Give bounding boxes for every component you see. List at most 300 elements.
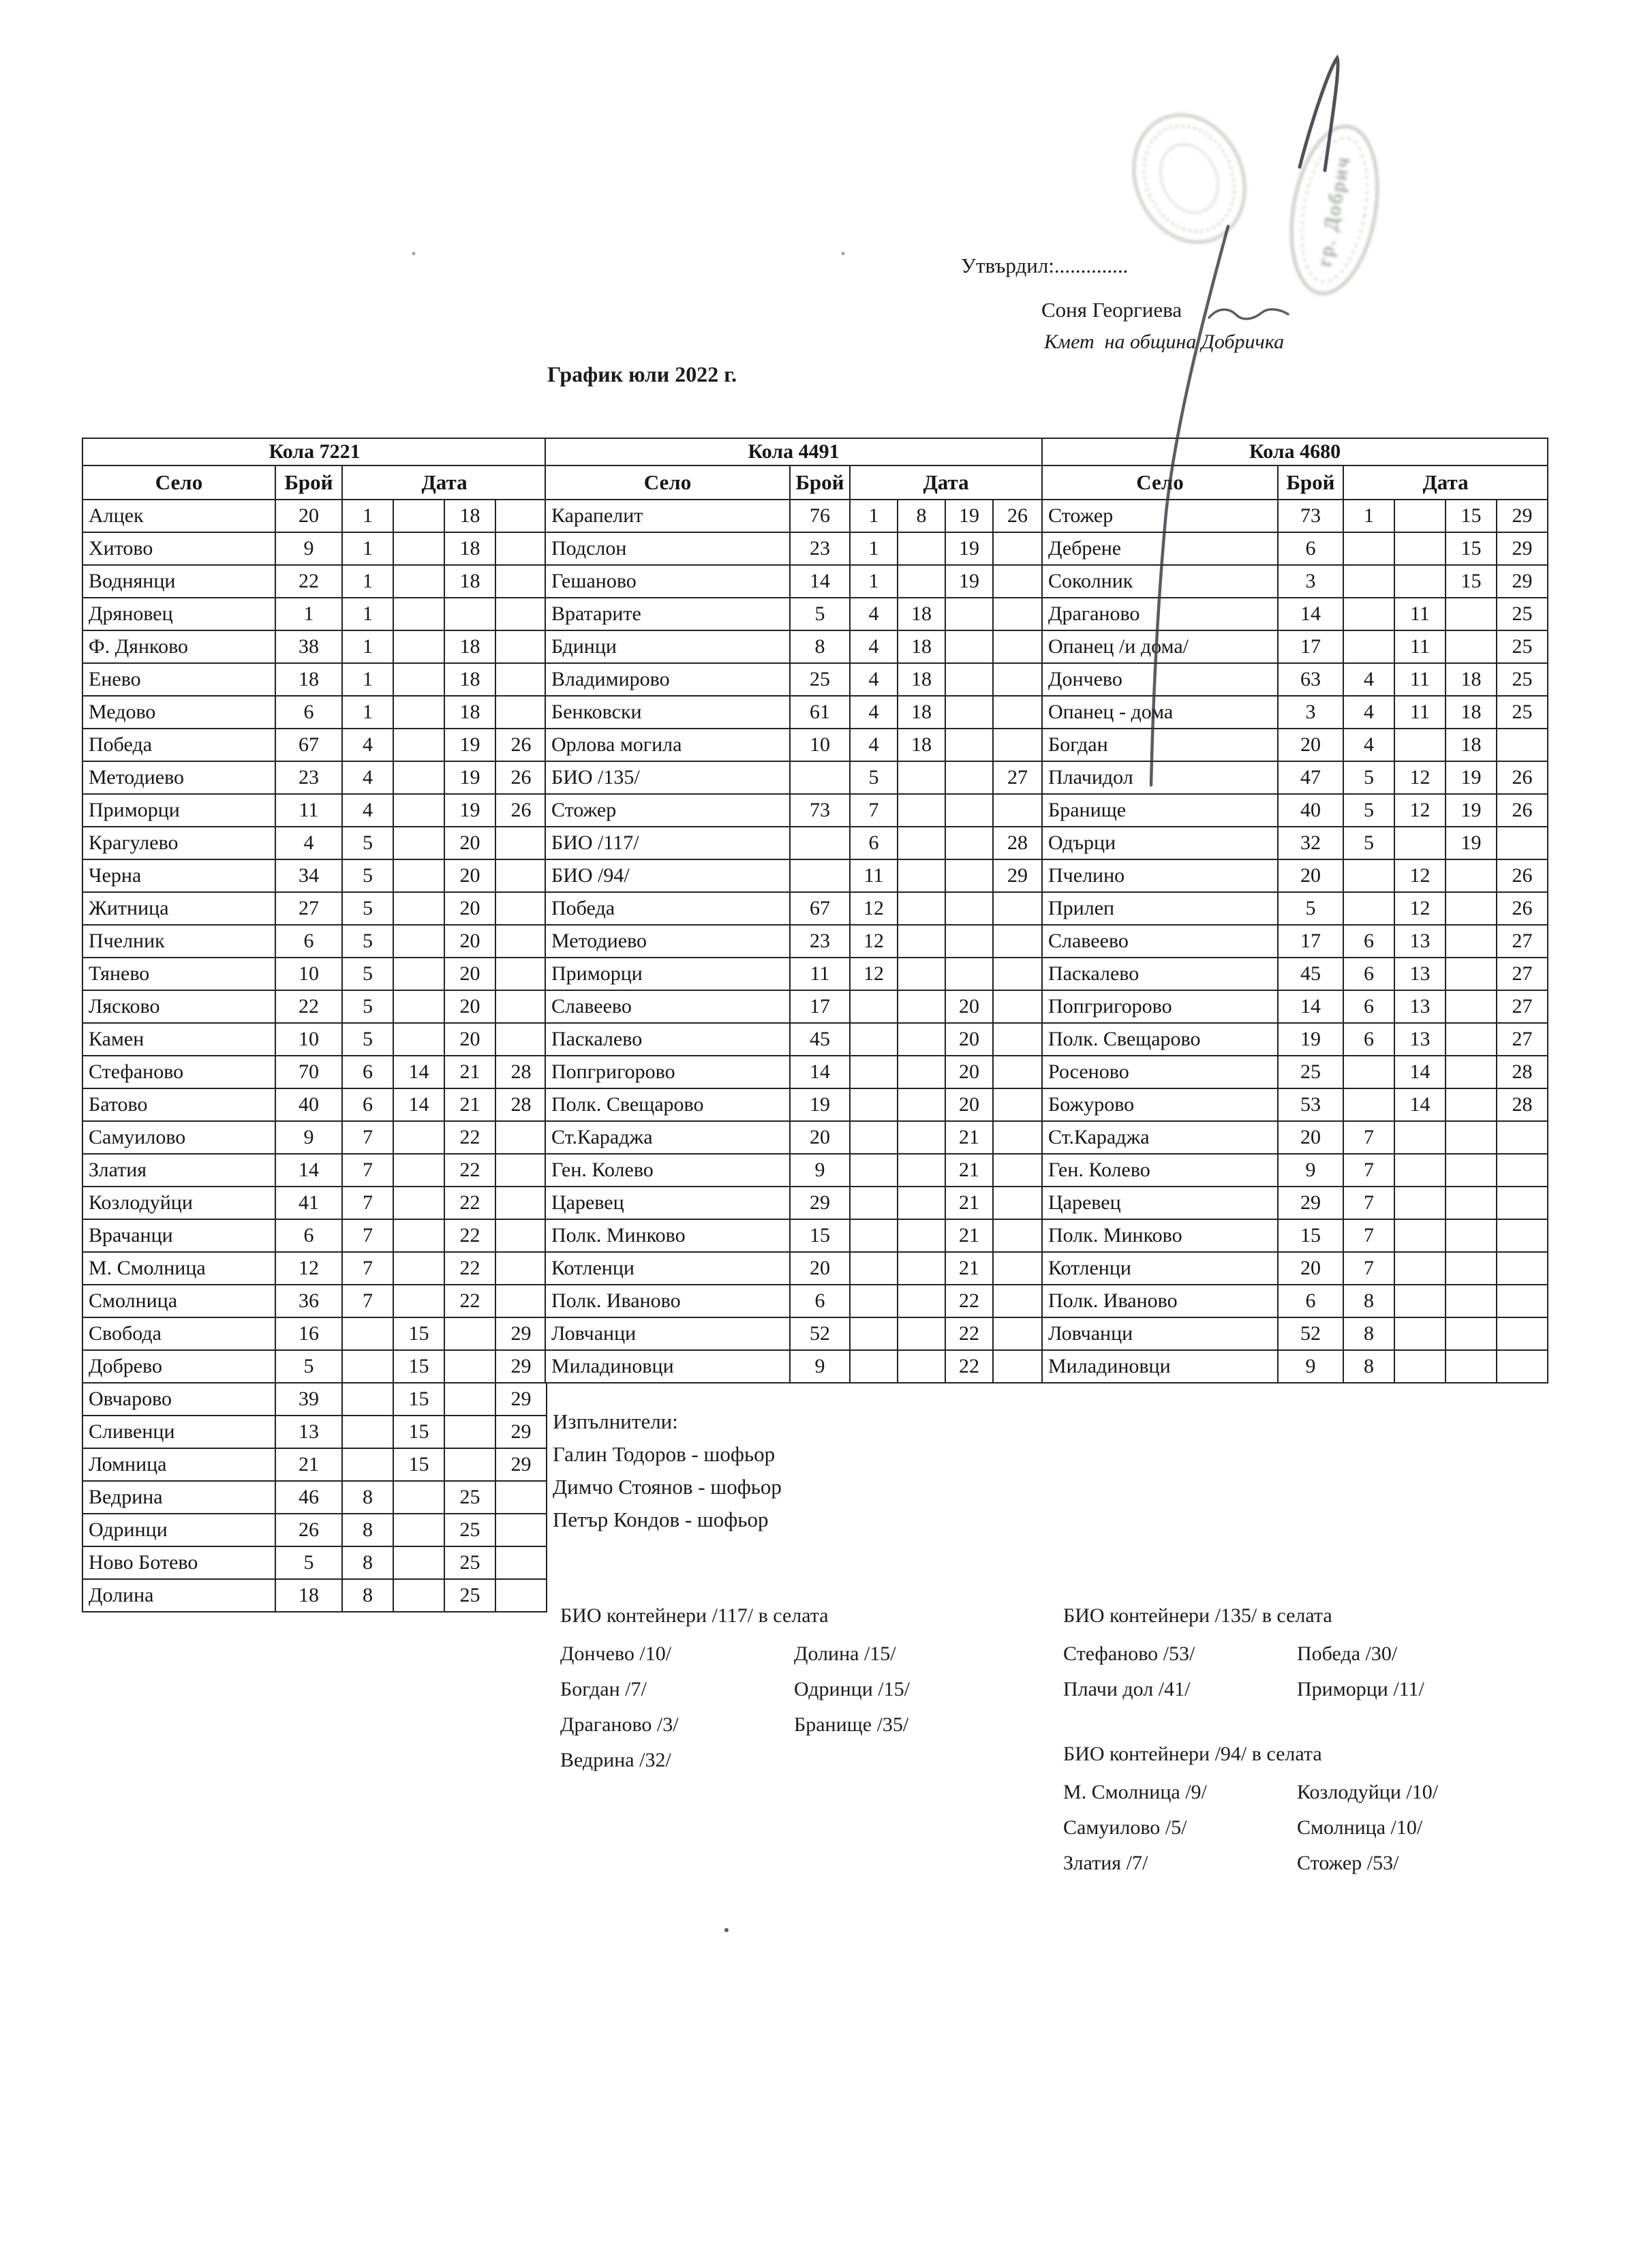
date-cell — [898, 1219, 945, 1252]
date-cell — [393, 1252, 444, 1285]
count-cell: 15 — [1278, 1219, 1343, 1252]
bio-note-title: БИО контейнери /135/ в селата — [1063, 1604, 1332, 1627]
date-cell: 22 — [444, 1219, 495, 1252]
date-cell: 4 — [1343, 663, 1394, 696]
table-row — [82, 1252, 547, 1285]
date-cell: 5 — [342, 827, 393, 859]
date-cell: 27 — [993, 761, 1042, 794]
table-row — [82, 1056, 547, 1088]
date-cell — [495, 565, 547, 598]
date-cell: 7 — [1343, 1154, 1394, 1187]
date-cell: 22 — [444, 1285, 495, 1317]
table-row — [545, 892, 1042, 925]
date-cell: 20 — [444, 827, 495, 859]
bio-note-item: Самуилово /5/ — [1063, 1816, 1187, 1839]
executors-list — [553, 1438, 782, 1536]
date-cell: 7 — [342, 1121, 393, 1154]
date-cell: 26 — [1497, 794, 1548, 827]
date-cell — [850, 1154, 898, 1187]
schedule-table-7221 — [82, 438, 547, 1612]
executors-title: Изпълнители: — [553, 1409, 678, 1433]
village-cell: Ф. Дянково — [82, 630, 275, 663]
date-cell: 18 — [444, 500, 495, 532]
date-cell: 28 — [1497, 1088, 1548, 1121]
date-cell — [1497, 729, 1548, 761]
bio-note-item: Богдан /7/ — [560, 1678, 647, 1700]
date-cell — [1343, 892, 1394, 925]
date-cell — [393, 630, 444, 663]
date-cell: 7 — [342, 1252, 393, 1285]
village-cell: Дебрене — [1042, 532, 1278, 565]
date-cell — [1497, 1154, 1548, 1187]
date-cell — [495, 892, 547, 925]
count-cell: 19 — [790, 1088, 850, 1121]
date-cell: 8 — [1343, 1317, 1394, 1350]
date-cell: 6 — [342, 1088, 393, 1121]
table-row — [82, 1088, 547, 1121]
date-cell — [850, 1350, 898, 1383]
table-row — [82, 630, 547, 663]
date-cell: 4 — [850, 598, 898, 630]
date-cell — [993, 565, 1042, 598]
date-cell — [1394, 1285, 1446, 1317]
table-row — [82, 827, 547, 859]
date-cell — [945, 827, 993, 859]
village-cell: Полк. Иваново — [1042, 1285, 1278, 1317]
date-cell — [1446, 1154, 1497, 1187]
count-cell: 6 — [275, 1219, 342, 1252]
date-cell — [945, 696, 993, 729]
date-cell: 18 — [1446, 729, 1497, 761]
date-cell: 19 — [1446, 761, 1497, 794]
date-cell: 27 — [1497, 1023, 1548, 1056]
stamp-left-icon — [1114, 97, 1265, 260]
table-row — [545, 1350, 1042, 1383]
car-label: Кола 4491 — [545, 438, 1042, 465]
date-cell — [898, 1187, 945, 1219]
date-cell: 6 — [1343, 1023, 1394, 1056]
bio-note-item: Одринци /15/ — [794, 1678, 910, 1700]
date-cell — [850, 1121, 898, 1154]
date-cell — [898, 1350, 945, 1383]
executor-item: Галин Тодоров - шофьор — [553, 1442, 776, 1466]
table-row — [82, 859, 547, 892]
count-cell: 32 — [1278, 827, 1343, 859]
village-cell: Сливенци — [82, 1416, 275, 1448]
date-cell — [945, 729, 993, 761]
date-cell — [1446, 630, 1497, 663]
date-cell: 19 — [945, 565, 993, 598]
date-cell: 1 — [850, 500, 898, 532]
table-row — [545, 925, 1042, 958]
table-row — [1042, 1350, 1548, 1383]
count-cell: 11 — [790, 958, 850, 990]
table-row — [545, 1088, 1042, 1121]
bio-note-item: М. Смолница /9/ — [1063, 1781, 1207, 1803]
date-cell — [1446, 958, 1497, 990]
village-cell: БИО /94/ — [545, 859, 790, 892]
column-header-row — [545, 465, 1042, 500]
car-header-row — [82, 438, 547, 465]
village-cell: Самуилово — [82, 1121, 275, 1154]
date-cell: 4 — [850, 696, 898, 729]
date-cell: 19 — [444, 761, 495, 794]
col-header-count: Брой — [790, 465, 850, 500]
bio-note-item: Златия /7/ — [1063, 1852, 1148, 1874]
bio-note-row — [1063, 1846, 1531, 1881]
count-cell: 67 — [275, 729, 342, 761]
date-cell: 27 — [1497, 925, 1548, 958]
table-row — [1042, 663, 1548, 696]
date-cell — [1343, 859, 1394, 892]
village-cell: Котленци — [545, 1252, 790, 1285]
village-cell: Одърци — [1042, 827, 1278, 859]
date-cell — [945, 630, 993, 663]
bio-note-row — [1063, 1810, 1531, 1846]
village-cell: Ген. Колево — [545, 1154, 790, 1187]
date-cell: 7 — [1343, 1219, 1394, 1252]
village-cell: Методиево — [82, 761, 275, 794]
village-cell: Царевец — [1042, 1187, 1278, 1219]
date-cell — [898, 794, 945, 827]
date-cell — [1497, 1187, 1548, 1219]
table-row — [1042, 925, 1548, 958]
date-cell — [1497, 1121, 1548, 1154]
table-row — [545, 663, 1042, 696]
date-cell — [1497, 1350, 1548, 1383]
table-row — [1042, 598, 1548, 630]
date-cell — [945, 958, 993, 990]
date-cell: 6 — [1343, 958, 1394, 990]
count-cell: 3 — [1278, 696, 1343, 729]
date-cell: 11 — [1394, 696, 1446, 729]
date-cell: 29 — [495, 1317, 547, 1350]
count-cell: 20 — [790, 1121, 850, 1154]
date-cell: 21 — [945, 1187, 993, 1219]
count-cell: 29 — [1278, 1187, 1343, 1219]
table-row — [1042, 565, 1548, 598]
scan-speck — [842, 252, 845, 256]
date-cell: 15 — [1446, 565, 1497, 598]
village-cell: Попгригорово — [545, 1056, 790, 1088]
date-cell: 26 — [495, 761, 547, 794]
table-row — [545, 729, 1042, 761]
bio-note-row — [560, 1707, 1028, 1743]
count-cell: 9 — [1278, 1154, 1343, 1187]
date-cell — [1446, 1317, 1497, 1350]
count-cell: 76 — [790, 500, 850, 532]
bio-note-item: Смолница /10/ — [1297, 1816, 1423, 1839]
date-cell — [1343, 630, 1394, 663]
count-cell: 18 — [275, 663, 342, 696]
date-cell — [1343, 1056, 1394, 1088]
count-cell: 23 — [275, 761, 342, 794]
village-cell: Вратарите — [545, 598, 790, 630]
table-row — [545, 500, 1042, 532]
bio-note-item: Бранище /35/ — [794, 1713, 909, 1736]
date-cell: 19 — [945, 532, 993, 565]
date-cell: 19 — [444, 794, 495, 827]
date-cell — [495, 1252, 547, 1285]
date-cell — [393, 1219, 444, 1252]
date-cell — [850, 1252, 898, 1285]
date-cell: 1 — [342, 696, 393, 729]
date-cell — [393, 794, 444, 827]
date-cell: 28 — [495, 1056, 547, 1088]
table-row — [1042, 990, 1548, 1023]
table-row — [82, 1383, 547, 1416]
date-cell: 18 — [444, 630, 495, 663]
village-cell: Попгригорово — [1042, 990, 1278, 1023]
date-cell — [1343, 532, 1394, 565]
count-cell: 41 — [275, 1187, 342, 1219]
table-row — [1042, 532, 1548, 565]
car-header-row — [1042, 438, 1548, 465]
date-cell: 8 — [342, 1514, 393, 1546]
count-cell: 73 — [1278, 500, 1343, 532]
village-cell: Победа — [82, 729, 275, 761]
date-cell — [495, 1579, 547, 1612]
date-cell: 14 — [393, 1088, 444, 1121]
date-cell — [850, 1285, 898, 1317]
stamp-right-icon — [1279, 119, 1389, 300]
count-cell: 27 — [275, 892, 342, 925]
count-cell: 20 — [1278, 1121, 1343, 1154]
date-cell: 6 — [342, 1056, 393, 1088]
date-cell — [495, 1514, 547, 1546]
count-cell: 5 — [275, 1350, 342, 1383]
village-cell: Ведрина — [82, 1481, 275, 1514]
table-row — [82, 1285, 547, 1317]
date-cell — [495, 990, 547, 1023]
village-cell: Миладиновци — [545, 1350, 790, 1383]
village-cell: Паскалево — [545, 1023, 790, 1056]
count-cell: 14 — [790, 1056, 850, 1088]
date-cell: 1 — [850, 565, 898, 598]
date-cell: 7 — [850, 794, 898, 827]
table-row — [1042, 1219, 1548, 1252]
date-cell — [342, 1448, 393, 1481]
date-cell — [393, 1023, 444, 1056]
date-cell: 11 — [1394, 630, 1446, 663]
date-cell — [850, 1056, 898, 1088]
table-row — [82, 990, 547, 1023]
date-cell — [898, 1121, 945, 1154]
village-cell: Полк. Минково — [1042, 1219, 1278, 1252]
col-header-date: Дата — [850, 465, 1042, 500]
village-cell: Бенковски — [545, 696, 790, 729]
count-cell: 4 — [275, 827, 342, 859]
date-cell: 21 — [945, 1219, 993, 1252]
table-row — [545, 990, 1042, 1023]
date-cell — [898, 892, 945, 925]
date-cell: 5 — [342, 859, 393, 892]
date-cell — [342, 1317, 393, 1350]
count-cell: 14 — [1278, 990, 1343, 1023]
bio-note-item: Победа /30/ — [1297, 1642, 1398, 1665]
village-cell: Козлодуйци — [82, 1187, 275, 1219]
count-cell: 26 — [275, 1514, 342, 1546]
count-cell: 12 — [275, 1252, 342, 1285]
table-row — [82, 1546, 547, 1579]
approver-role: Кмет на община Добричка — [1044, 331, 1285, 353]
village-cell: Дряновец — [82, 598, 275, 630]
village-cell: Полк. Свещарово — [545, 1088, 790, 1121]
count-cell: 70 — [275, 1056, 342, 1088]
count-cell: 10 — [275, 1023, 342, 1056]
table-row — [1042, 1121, 1548, 1154]
village-cell: Приморци — [545, 958, 790, 990]
count-cell: 14 — [275, 1154, 342, 1187]
village-cell: Паскалево — [1042, 958, 1278, 990]
bio-note-rows — [1063, 1636, 1531, 1707]
date-cell: 18 — [1446, 696, 1497, 729]
date-cell — [1497, 827, 1548, 859]
table-row — [82, 1154, 547, 1187]
date-cell: 21 — [945, 1121, 993, 1154]
village-cell: Ловчанци — [545, 1317, 790, 1350]
table-row — [82, 532, 547, 565]
table-row — [1042, 958, 1548, 990]
date-cell: 26 — [495, 794, 547, 827]
village-cell: Богдан — [1042, 729, 1278, 761]
table-row — [545, 565, 1042, 598]
date-cell: 15 — [393, 1383, 444, 1416]
date-cell — [393, 859, 444, 892]
date-cell — [1446, 1056, 1497, 1088]
table-row — [545, 958, 1042, 990]
date-cell — [898, 958, 945, 990]
village-cell: Стожер — [545, 794, 790, 827]
date-cell: 1 — [1343, 500, 1394, 532]
date-cell: 19 — [945, 500, 993, 532]
date-cell: 4 — [850, 630, 898, 663]
date-cell: 13 — [1394, 958, 1446, 990]
date-cell — [945, 925, 993, 958]
date-cell — [993, 1187, 1042, 1219]
date-cell — [393, 958, 444, 990]
date-cell — [898, 1056, 945, 1088]
date-cell: 18 — [444, 532, 495, 565]
date-cell: 28 — [993, 827, 1042, 859]
date-cell — [444, 1383, 495, 1416]
date-cell: 29 — [993, 859, 1042, 892]
date-cell: 4 — [850, 663, 898, 696]
count-cell: 45 — [1278, 958, 1343, 990]
col-header-village: Село — [1042, 465, 1278, 500]
village-cell: Ломница — [82, 1448, 275, 1481]
count-cell: 73 — [790, 794, 850, 827]
date-cell — [393, 925, 444, 958]
date-cell — [1394, 1219, 1446, 1252]
village-cell: Опанец /и дома/ — [1042, 630, 1278, 663]
village-cell: Крагулево — [82, 827, 275, 859]
date-cell — [1446, 1285, 1497, 1317]
count-cell: 29 — [790, 1187, 850, 1219]
date-cell — [495, 532, 547, 565]
count-cell: 6 — [275, 696, 342, 729]
village-cell: Славеево — [545, 990, 790, 1023]
table-row — [82, 1023, 547, 1056]
table-row — [82, 1416, 547, 1448]
table-row — [82, 696, 547, 729]
date-cell — [444, 1350, 495, 1383]
village-cell: Долина — [82, 1579, 275, 1612]
date-cell — [993, 1285, 1042, 1317]
count-cell: 20 — [1278, 1252, 1343, 1285]
col-header-date: Дата — [342, 465, 547, 500]
count-cell: 5 — [275, 1546, 342, 1579]
bio-note-item: Ведрина /32/ — [560, 1749, 671, 1771]
date-cell: 18 — [1446, 663, 1497, 696]
village-cell: Ген. Колево — [1042, 1154, 1278, 1187]
table-row — [82, 500, 547, 532]
date-cell: 29 — [495, 1383, 547, 1416]
table-row — [82, 892, 547, 925]
table-row — [545, 1285, 1042, 1317]
table-row — [1042, 794, 1548, 827]
village-cell: Хитово — [82, 532, 275, 565]
date-cell — [393, 1187, 444, 1219]
signature-tick-stroke — [1300, 58, 1338, 170]
date-cell: 29 — [1497, 565, 1548, 598]
count-cell: 47 — [1278, 761, 1343, 794]
table-row — [545, 859, 1042, 892]
table-row — [545, 1187, 1042, 1219]
count-cell: 53 — [1278, 1088, 1343, 1121]
date-cell: 18 — [444, 696, 495, 729]
date-cell: 14 — [1394, 1056, 1446, 1088]
village-cell: Бдинци — [545, 630, 790, 663]
date-cell: 28 — [495, 1088, 547, 1121]
date-cell — [993, 532, 1042, 565]
date-cell: 4 — [1343, 729, 1394, 761]
count-cell: 13 — [275, 1416, 342, 1448]
date-cell: 5 — [342, 925, 393, 958]
col-header-village: Село — [545, 465, 790, 500]
col-header-count: Брой — [1278, 465, 1343, 500]
date-cell — [1446, 1088, 1497, 1121]
count-cell: 10 — [275, 958, 342, 990]
bio-note-117 — [560, 1598, 1028, 1778]
date-cell — [850, 1219, 898, 1252]
signature-flourish-stroke — [1209, 309, 1288, 319]
bio-note-row — [1063, 1636, 1531, 1672]
date-cell — [393, 827, 444, 859]
count-cell: 14 — [790, 565, 850, 598]
date-cell: 6 — [850, 827, 898, 859]
count-cell: 9 — [275, 532, 342, 565]
date-cell: 20 — [945, 1088, 993, 1121]
date-cell — [993, 1317, 1042, 1350]
date-cell: 4 — [850, 729, 898, 761]
date-cell — [393, 565, 444, 598]
schedule-table-4491 — [545, 438, 1043, 1384]
date-cell — [850, 1187, 898, 1219]
count-cell: 6 — [790, 1285, 850, 1317]
count-cell: 3 — [1278, 565, 1343, 598]
date-cell: 4 — [1343, 696, 1394, 729]
date-cell: 15 — [393, 1317, 444, 1350]
village-cell: Житница — [82, 892, 275, 925]
village-cell: Победа — [545, 892, 790, 925]
date-cell — [1394, 1187, 1446, 1219]
count-cell: 5 — [790, 598, 850, 630]
date-cell: 15 — [393, 1448, 444, 1481]
village-cell: Дончево — [1042, 663, 1278, 696]
approver-name: Соня Георгиева — [1041, 298, 1182, 322]
village-cell: Свобода — [82, 1317, 275, 1350]
